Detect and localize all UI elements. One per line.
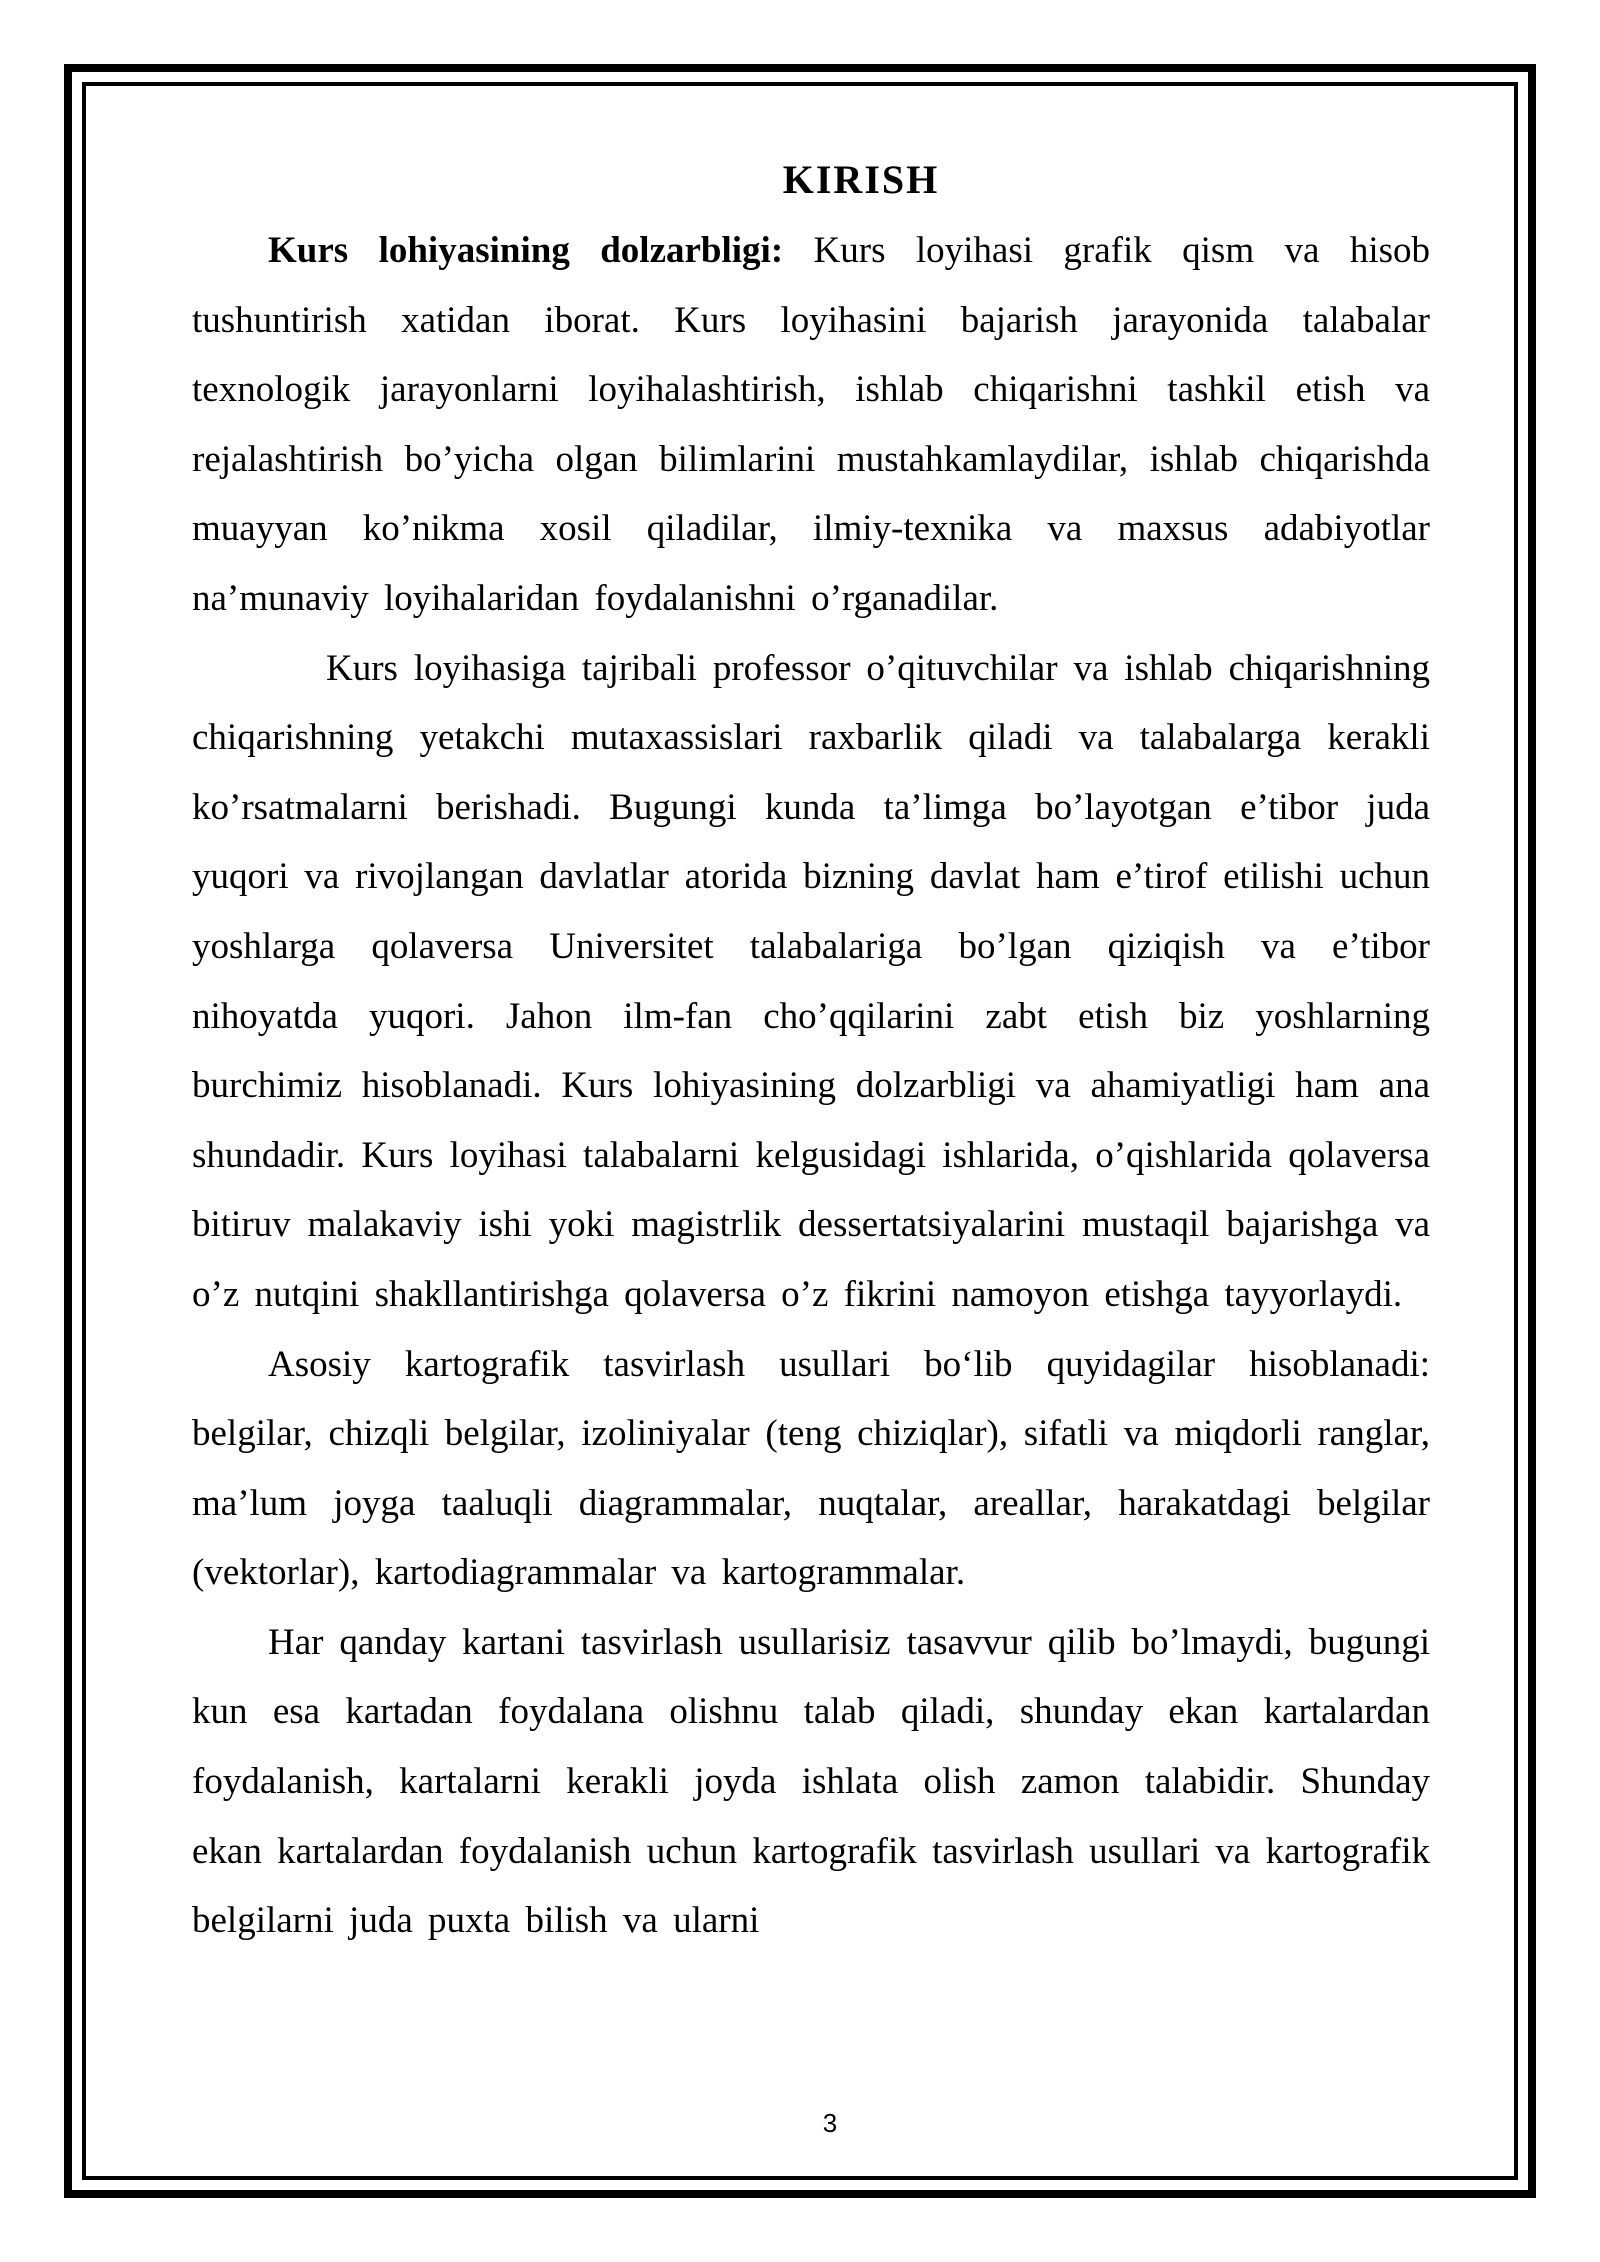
paragraph-text: Kurs loyihasi grafik qism va hisob tushuntirish xatidan iborat. Kurs loyihasini bajarish jarayonida talabalar texnologik jarayonlarni loyihalashtirish, ishlab chiqarishni tashkil etish va rejalashtirish bo’yicha olgan bilimlarini mustahkamlaydilar, ishlab chiqarishda muayyan ko’nikma xosil qiladilar, ilmiy-texnika va maxsus adabiyotlar na’munaviy loyihalaridan foydalanishni o’rganadilar. — [192, 230, 1430, 619]
page-title: KIRISH — [782, 157, 940, 202]
paragraph-2 — [192, 634, 1430, 1330]
paragraph-4 — [192, 1608, 1430, 1956]
paragraph-text: Kurs loyihasiga tajribali professor o’qituvchilar va ishlab chiqarishning chiqarishning yetakchi mutaxassislari raxbarlik qiladi va talabalarga kerakli ko’rsatmalarni berishadi. Bugungi kunda ta’limga bo’layotgan e’tibor juda yuqori va rivojlangan davlatlar atorida bizning davlat ham e’tirof etilishi uchun yoshlarga qolaversa Universitet talabalariga bo’lgan qiziqish va e’tibor nihoyatda yuqori. Jahon ilm-fan cho’qqilarini zabt etish biz yoshlarning burchimiz hisoblanadi. Kurs lohiyasining dolzarbligi va ahamiyatligi ham ana shundadir. Kurs loyihasi talabalarni kelgusidagi ishlarida, o’qishlarida qolaversa bitiruv malakaviy ishi yoki magistrlik dessertatsiyalarini mustaqil bajarishga va o’z nutqini shakllantirishga qolaversa o’z fikrini namoyon etishga tayyorlaydi. — [192, 647, 1430, 1315]
paragraph-text: Har qanday kartani tasvirlash usullarisiz tasavvur qilib bo’lmaydi, bugungi kun esa kartadan foydalana olishnu talab qiladi, shunday ekan kartalardan foydalanish, kartalarni kerakli joyda ishlata olish zamon talabidir. Shunday ekan kartalardan foydalanish uchun kartografik tasvirlash usullari va kartografik belgilarni juda puxta bilish va ularni — [192, 1621, 1430, 1942]
paragraph-lead: Kurs lohiyasining dolzarbligi: — [268, 230, 784, 271]
paragraph-text: Asosiy kartografik tasvirlash usullari bo‘lib quyidagilar hisoblanadi: belgilar, chizqli belgilar, izoliniyalar (teng chiziqlar), sifatli va miqdorli ranglar, ma’lum joyga taaluqli diagrammalar, nuqtalar, areallar, harakatdagi belgilar (vektorlar), kartodiagrammalar va kartogrammalar. — [192, 1343, 1430, 1594]
paragraph-1 — [192, 216, 1430, 634]
document-body — [192, 148, 1430, 1956]
paragraph-3 — [192, 1330, 1430, 1608]
page-number: 3 — [822, 2108, 838, 2138]
